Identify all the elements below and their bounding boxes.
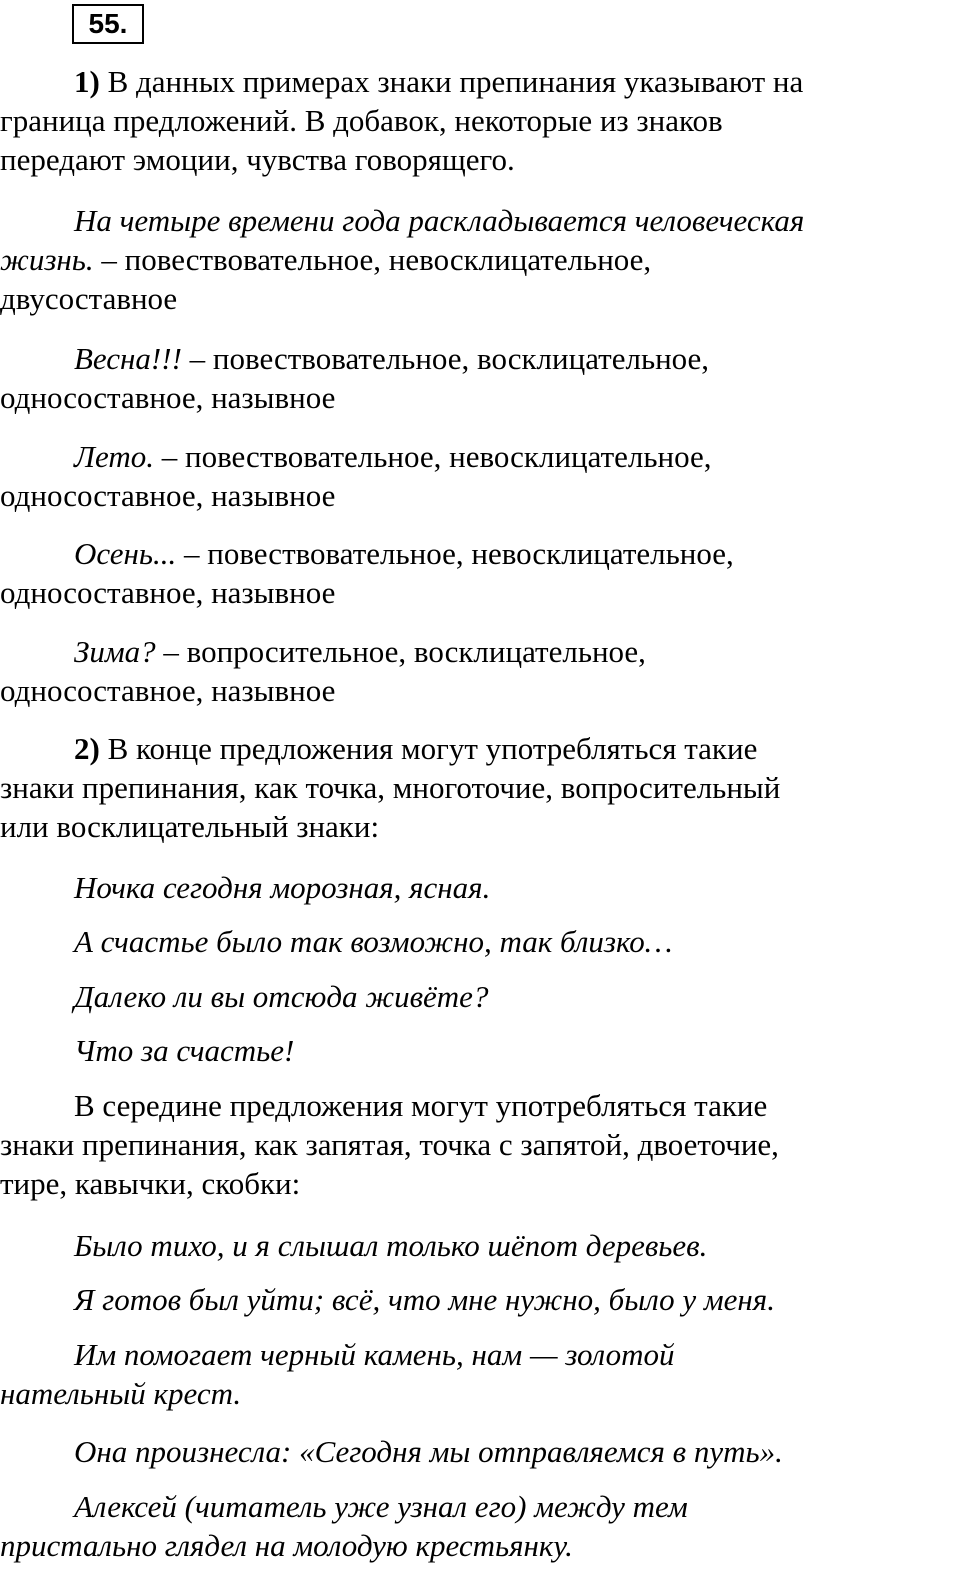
sentence-analysis: – повествовательное, невосклицательное, bbox=[93, 242, 652, 277]
sentence-analysis: – повествовательное, восклицательное, bbox=[181, 341, 710, 376]
item-marker: 2) bbox=[74, 731, 100, 766]
paragraph-text: В данных примерах знаки препинания указывают на bbox=[99, 64, 804, 99]
paragraph-text: граница предложений. В добавок, некоторые из знаков bbox=[0, 103, 723, 138]
example-sentence: Что за счастье! bbox=[74, 1033, 295, 1068]
example-sentence: Было тихо, и я слышал только шёпот деревьев. bbox=[74, 1228, 708, 1263]
example-sentence: Лето. bbox=[74, 439, 154, 474]
example-sentence: Алексей (читатель уже узнал его) между тем пристально глядел на молодую крестьянку. bbox=[0, 1489, 688, 1563]
example-life bbox=[0, 201, 960, 318]
paragraph-text: или восклицательный знаки: bbox=[0, 809, 380, 844]
sentence-analysis: – вопросительное, восклицательное, bbox=[155, 634, 646, 669]
exercise-number-box: 55. bbox=[72, 4, 144, 44]
example-sentence: Осень... bbox=[74, 536, 177, 571]
paragraph-2 bbox=[0, 729, 960, 846]
example-sentence: Весна!!! bbox=[74, 341, 182, 376]
sentence-analysis: односоставное, назывное bbox=[0, 575, 336, 610]
sentence-analysis: односоставное, назывное bbox=[0, 673, 336, 708]
example-sentence: А счастье было так возможно, так близко… bbox=[74, 924, 673, 959]
example-sentence: Ночка сегодня морозная, ясная. bbox=[74, 870, 491, 905]
example-sentence: жизнь. bbox=[0, 242, 94, 277]
example-sentence: Я готов был уйти; всё, что мне нужно, было у меня. bbox=[74, 1282, 775, 1317]
sentence-analysis: – повествовательное, невосклицательное, bbox=[153, 439, 712, 474]
paragraph-text: знаки препинания, как запятая, точка с запятой, двоеточие, bbox=[0, 1127, 779, 1162]
example-autumn bbox=[0, 534, 960, 612]
example-summer bbox=[0, 437, 960, 515]
example-sentence: На четыре времени года раскладывается человеческая bbox=[74, 203, 805, 238]
sentence-analysis: – повествовательное, невосклицательное, bbox=[176, 536, 734, 571]
example-sentence: Им помогает черный камень, нам — золотой нательный крест. bbox=[0, 1337, 675, 1411]
example-sentence: Она произнесла: «Сегодня мы отправляемся в путь». bbox=[74, 1434, 783, 1469]
paragraph-text: В конце предложения могут употребляться такие bbox=[99, 731, 758, 766]
sentence-analysis: односоставное, назывное bbox=[0, 478, 336, 513]
paragraph-text: знаки препинания, как точка, многоточие, вопросительный bbox=[0, 770, 781, 805]
example-spring bbox=[0, 339, 960, 417]
example-sentence: Зима? bbox=[74, 634, 156, 669]
example-sentence: Далеко ли вы отсюда живёте? bbox=[74, 979, 489, 1014]
paragraph-text: тире, кавычки, скобки: bbox=[0, 1166, 301, 1201]
paragraph-text: передают эмоции, чувства говорящего. bbox=[0, 142, 515, 177]
paragraph-text: В середине предложения могут употребляться такие bbox=[74, 1088, 768, 1123]
example-winter bbox=[0, 632, 960, 710]
sentence-analysis: односоставное, назывное bbox=[0, 380, 336, 415]
paragraph-3 bbox=[0, 1086, 960, 1203]
sentence-analysis: двусоставное bbox=[0, 281, 178, 316]
item-marker: 1) bbox=[74, 64, 100, 99]
paragraph-1 bbox=[0, 62, 960, 179]
